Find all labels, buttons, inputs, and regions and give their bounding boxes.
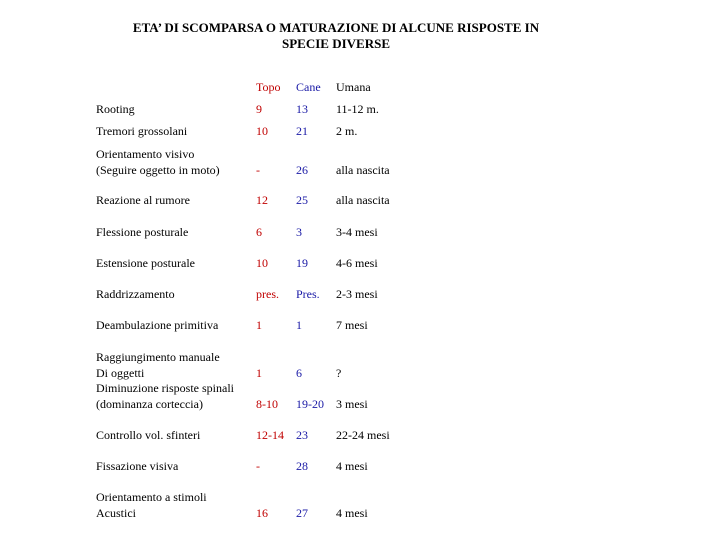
row-value-topo: - (256, 162, 260, 177)
title-line-1: ETA’ DI SCOMPARSA O MATURAZIONE DI ALCUNE RISPOSTE IN (132, 20, 540, 35)
page-title (0, 20, 672, 52)
row-value-umana: 22-24 mesi (336, 428, 390, 442)
row-value-umana: 3-4 mesi (336, 225, 378, 239)
row-value-cane: 1 (296, 318, 302, 332)
row-value-cane: 25 (296, 193, 308, 207)
row-label: Di oggetti (96, 365, 145, 380)
row-value-umana: 7 mesi (336, 318, 368, 332)
row-label: Acustici (96, 505, 136, 520)
row-label: Raggiungimento manuale (96, 350, 220, 364)
row-label: Orientamento a stimoli (96, 490, 207, 504)
row-value-umana: 4 mesi (336, 459, 368, 473)
header-cane: Cane (296, 80, 321, 94)
row-value-cane: 6 (296, 365, 302, 380)
row-label: Rooting (96, 102, 135, 116)
row-value-umana: ? (336, 365, 342, 380)
row-label: Diminuzione risposte spinali (96, 381, 234, 395)
row-value-cane: 3 (296, 225, 302, 239)
row-label: Estensione posturale (96, 256, 195, 270)
row-label: (Seguire oggetto in moto) (96, 162, 220, 177)
row-value-topo: 6 (256, 225, 262, 239)
row-value-topo: 1 (256, 318, 262, 332)
row-label: Raddrizzamento (96, 287, 175, 301)
row-value-topo: 10 (256, 256, 268, 270)
row-value-cane: 19 (296, 256, 308, 270)
row-value-umana: 11-12 m. (336, 102, 379, 116)
row-value-umana: alla nascita (336, 162, 390, 177)
row-label: (dominanza corteccia) (96, 396, 203, 411)
row-label: Flessione posturale (96, 225, 189, 239)
row-value-topo: - (256, 459, 260, 473)
row-value-cane: 26 (296, 162, 308, 177)
row-label: Orientamento visivo (96, 147, 195, 161)
row-label: Fissazione visiva (96, 459, 179, 473)
row-value-umana: 3 mesi (336, 396, 368, 411)
row-value-cane: 19-20 (296, 396, 324, 411)
row-value-topo: 8-10 (256, 396, 278, 411)
row-label: Controllo vol. sfinteri (96, 428, 201, 442)
header-umana: Umana (336, 80, 371, 94)
row-value-topo: 12-14 (256, 428, 284, 442)
row-value-cane: Pres. (296, 287, 320, 301)
row-value-cane: 13 (296, 102, 308, 116)
row-value-topo: 16 (256, 505, 268, 520)
row-value-umana: 2-3 mesi (336, 287, 378, 301)
row-label: Tremori grossolani (96, 124, 188, 138)
row-value-umana: 2 m. (336, 124, 358, 138)
row-value-topo: 10 (256, 124, 268, 138)
row-label: Reazione al rumore (96, 193, 190, 207)
row-value-cane: 21 (296, 124, 308, 138)
row-value-topo: 1 (256, 365, 262, 380)
row-value-umana: alla nascita (336, 193, 390, 207)
row-value-topo: 9 (256, 102, 262, 116)
row-label: Deambulazione primitiva (96, 318, 219, 332)
row-value-topo: pres. (256, 287, 279, 301)
row-value-umana: 4-6 mesi (336, 256, 378, 270)
title-line-2: SPECIE DIVERSE (281, 36, 390, 51)
row-value-cane: 27 (296, 505, 308, 520)
row-value-umana: 4 mesi (336, 505, 368, 520)
header-topo: Topo (256, 80, 281, 94)
row-value-cane: 28 (296, 459, 308, 473)
row-value-cane: 23 (296, 428, 308, 442)
row-value-topo: 12 (256, 193, 268, 207)
